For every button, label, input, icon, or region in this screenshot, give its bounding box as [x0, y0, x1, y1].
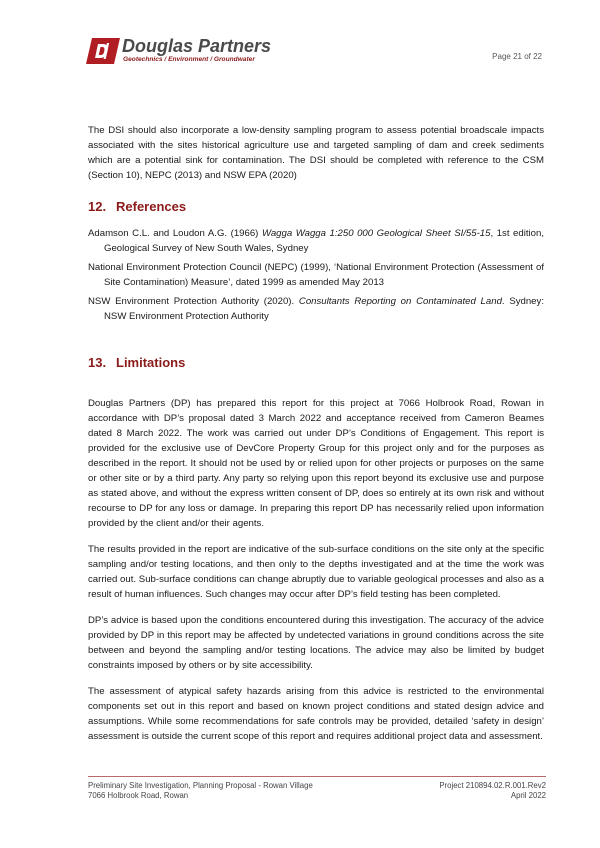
body-paragraph: DP’s advice is based upon the conditions encountered during this investigation. The accuracy of the advice provided by DP in this report may be affected by undetected variations in ground conditions across the site between and beyond the sampling and/or testing locations. The advice may also be limited by budget constraints imposed by others or by site accessibility. — [88, 615, 544, 671]
section-number: 12. — [88, 199, 107, 214]
intro-section — [88, 123, 544, 183]
body-paragraph: The assessment of atypical safety hazards arising from this advice is restricted to the environmental components set out in this report and based on known project conditions and stated design advice and assumptions. While some recommendations for safe controls may be provided, detailed ‘safety in design’ assessment is outside the current scope of this report and requires additional project data and assessment. — [88, 686, 544, 742]
footer-divider — [88, 776, 546, 777]
intro-paragraph: The DSI should also incorporate a low-density sampling program to assess potential broadscale impacts associated with the sites historical agriculture use and targeted sampling of dam and creek sediments which are a potential sink for contamination. The DSI should be completed with reference to the CSM (Section 10), NEPC (2013) and NSW EPA (2020) — [88, 125, 544, 181]
company-logo — [86, 36, 276, 66]
section-references — [88, 199, 544, 214]
footer-right — [439, 781, 546, 801]
section-title: Limitations — [116, 355, 186, 370]
reference-list — [88, 227, 544, 324]
section-heading — [88, 199, 544, 214]
footer-date: April 2022 — [510, 791, 546, 800]
footer-left — [88, 781, 313, 801]
page-number: Page 21 of 22 — [492, 52, 542, 61]
logo-tagline: Geotechnics / Environment / Groundwater — [123, 56, 255, 63]
douglas-partners-logo-icon — [86, 38, 120, 64]
reference-item: Adamson C.L. and Loudon A.G. (1966) Wagga Wagga 1:250 000 Geological Sheet SI/55-15, 1st edition, Geological Survey of New South Wales, Sydney — [88, 228, 544, 254]
body-paragraph: The results provided in the report are indicative of the sub-surface conditions on the site only at the specific sampling and/or testing locations, and then only to the depths investigated and at the time the work was carried out. Sub-surface conditions can change abruptly due to variable geological processes and also as a result of human influences. Such changes may occur after DP’s field testing has been completed. — [88, 544, 544, 600]
logo-wordmark: Douglas Partners — [122, 36, 272, 56]
section-title: References — [116, 199, 187, 214]
body-paragraph: Douglas Partners (DP) has prepared this report for this project at 7066 Holbrook Road, Rowan in accordance with DP’s proposal dated 3 March 2022 and acceptance received from Cameron Beames dated 8 March 2022. The work was carried out under DP’s Conditions of Engagement. This report is provided for the exclusive use of DevCore Property Group for this project only and for the purposes as described in the report. It should not be used by or relied upon for other projects or purposes on the same or other site or by a third party. Any party so relying upon this report beyond its exclusive use and purpose as stated above, and without the express written consent of DP, does so entirely at its own risk and without recourse to DP for any loss or damage. In preparing this report DP has necessarily relied upon information provided by the client and/or their agents. — [88, 398, 544, 529]
reference-item: National Environment Protection Council (NEPC) (1999), ‘National Environment Protection (Assessment of Site Contamination) Measure’, dated 1999 as amended May 2013 — [88, 262, 544, 288]
section-number: 13. — [88, 355, 107, 370]
footer-report-title: Preliminary Site Investigation, Planning Proposal - Rowan Village — [88, 781, 313, 790]
limitations-body — [88, 396, 544, 744]
footer-site-address: 7066 Holbrook Road, Rowan — [88, 791, 189, 800]
section-heading — [88, 355, 544, 370]
section-limitations — [88, 355, 544, 370]
footer-project-number: Project 210894.02.R.001.Rev2 — [439, 781, 546, 790]
reference-item: NSW Environment Protection Authority (2020). Consultants Reporting on Contaminated Land. Sydney: NSW Environment Protection Authority — [88, 296, 544, 322]
